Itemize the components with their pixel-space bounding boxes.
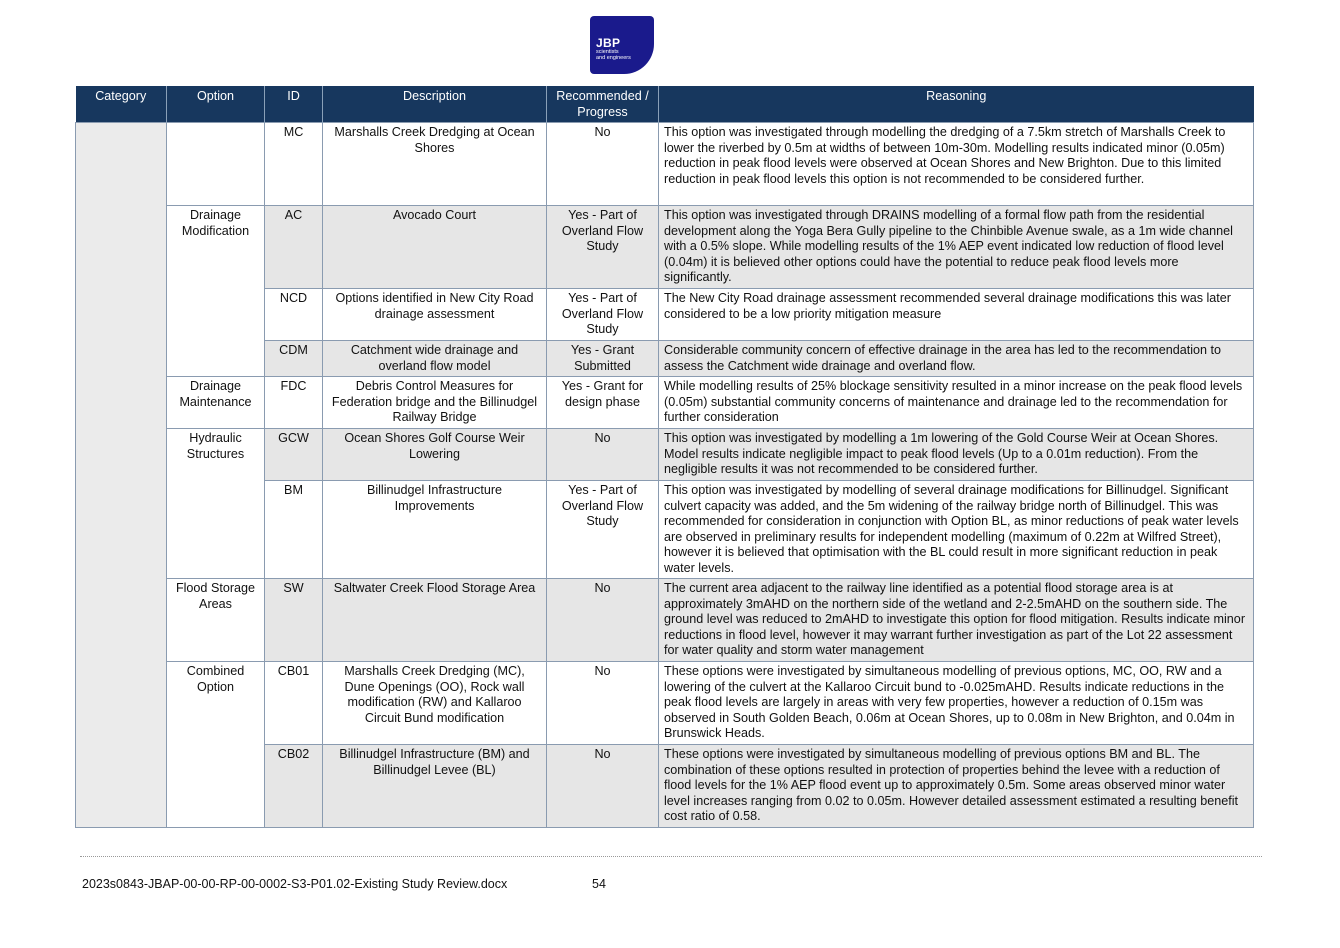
reasoning-cell: While modelling results of 25% blockage sensitivity resulted in a minor increase on the peak flood levels (0.05m) substantial community concerns of maintenance and drainage led to the recommendation for further consideration xyxy=(659,377,1254,429)
header-category: Category xyxy=(76,86,167,123)
id-cell: MC xyxy=(265,123,323,206)
reasoning-cell: These options were investigated by simultaneous modelling of previous options BM and BL. The combination of these options resulted in protection of properties behind the levee with a reduction of flood levels for the 1% AEP flood event up to approximately 0.5m. Some areas observed minor water level increases ranging from 0.02 to 0.05m. However detailed assessment estimated a resulting benefit cost ratio of 0.58. xyxy=(659,745,1254,828)
recommended-cell: No xyxy=(547,745,659,828)
header-description: Description xyxy=(323,86,547,123)
id-cell: AC xyxy=(265,206,323,289)
option-cell: Flood Storage Areas xyxy=(167,579,265,662)
logo-tagline-line-2: and engineers xyxy=(596,55,631,61)
reasoning-cell: The current area adjacent to the railway line identified as a potential flood storage area is at approximately 3mAHD on the northern side of the wetland and 2-2.5mAHD on the southern side. The ground level was reduced to 2mAHD to investigate this option for flood mitigation. Results indicate minor reductions in flood level, however it may warrant further investigation as part of the Lot 22 assessment for water quality and storm water management xyxy=(659,579,1254,662)
id-cell: CDM xyxy=(265,341,323,377)
id-cell: FDC xyxy=(265,377,323,429)
recommended-cell: Yes - Part of Overland Flow Study xyxy=(547,206,659,289)
table-row xyxy=(76,579,1254,662)
recommended-cell: Yes - Grant for design phase xyxy=(547,377,659,429)
description-cell: Marshalls Creek Dredging at Ocean Shores xyxy=(323,123,547,206)
reasoning-cell: This option was investigated through modelling the dredging of a 7.5km stretch of Marshalls Creek to lower the riverbed by 0.5m at widths of between 10m-30m. Modelling results indicated minor (0.05m) reduction in peak flood levels were observed at Ocean Shores and New Brighton. Due to this limited reduction in peak flood levels this option is not recommended to be considered further. xyxy=(659,123,1254,206)
footer-document-name: 2023s0843-JBAP-00-00-RP-00-0002-S3-P01.02-Existing Study Review.docx xyxy=(82,877,508,891)
reasoning-cell: This option was investigated by modelling of several drainage modifications for Billinudgel. Significant culvert capacity was added, and the 5m widening of the railway bridge north of Billinudgel. This was recommended for consideration in conjunction with Option BL, as minor reductions of peak water levels are observed in preliminary results for independent modelling (maximum of 0.22m at Wilfred Street), however it is believed that optimisation with the BL could result in more significant reduction in peak water levels. xyxy=(659,481,1254,579)
id-cell: CB01 xyxy=(265,662,323,745)
table-row xyxy=(76,123,1254,206)
recommended-cell: Yes - Grant Submitted xyxy=(547,341,659,377)
footer-divider xyxy=(80,856,1262,857)
description-cell: Catchment wide drainage and overland flow model xyxy=(323,341,547,377)
logo-tagline-line-1: scientists xyxy=(596,49,619,55)
footer-page-number: 54 xyxy=(592,877,606,891)
header-id: ID xyxy=(265,86,323,123)
option-cell: Hydraulic Structures xyxy=(167,429,265,579)
option-cell: Combined Option xyxy=(167,662,265,828)
table-row xyxy=(76,429,1254,481)
id-cell: CB02 xyxy=(265,745,323,828)
description-cell: Saltwater Creek Flood Storage Area xyxy=(323,579,547,662)
table-row xyxy=(76,377,1254,429)
id-cell: SW xyxy=(265,579,323,662)
logo-tagline xyxy=(596,49,631,61)
header-reasoning: Reasoning xyxy=(659,86,1254,123)
option-cell: Drainage Maintenance xyxy=(167,377,265,429)
table-header-row xyxy=(76,86,1254,123)
option-cell: Drainage Modification xyxy=(167,206,265,377)
description-cell: Marshalls Creek Dredging (MC), Dune Openings (OO), Rock wall modification (RW) and Kallaroo Circuit Bund modification xyxy=(323,662,547,745)
recommended-cell: Yes - Part of Overland Flow Study xyxy=(547,289,659,341)
recommended-cell: No xyxy=(547,579,659,662)
recommended-cell: No xyxy=(547,123,659,206)
header-option: Option xyxy=(167,86,265,123)
description-cell: Billinudgel Infrastructure Improvements xyxy=(323,481,547,579)
id-cell: BM xyxy=(265,481,323,579)
header-recommended: Recommended / Progress xyxy=(547,86,659,123)
recommended-cell: No xyxy=(547,429,659,481)
description-cell: Ocean Shores Golf Course Weir Lowering xyxy=(323,429,547,481)
description-cell: Avocado Court xyxy=(323,206,547,289)
description-cell: Options identified in New City Road drainage assessment xyxy=(323,289,547,341)
table-row xyxy=(76,206,1254,289)
reasoning-cell: Considerable community concern of effective drainage in the area has led to the recommendation to assess the Catchment wide drainage and overland flow. xyxy=(659,341,1254,377)
recommended-cell: No xyxy=(547,662,659,745)
category-cell xyxy=(76,123,167,828)
reasoning-cell: These options were investigated by simultaneous modelling of previous options, MC, OO, RW and a lowering of the culvert at the Kallaroo Circuit bund to -0.025mAHD. Results indicate reductions in the peak flood levels are largely in areas with very few properties, however a reduction of 0.15m was observed in South Golden Beach, 0.06m at Ocean Shores, up to 0.08m in New Brighton, and 0.04m in Brunswick Heads. xyxy=(659,662,1254,745)
id-cell: NCD xyxy=(265,289,323,341)
description-cell: Billinudgel Infrastructure (BM) and Billinudgel Levee (BL) xyxy=(323,745,547,828)
company-logo xyxy=(590,16,654,74)
description-cell: Debris Control Measures for Federation bridge and the Billinudgel Railway Bridge xyxy=(323,377,547,429)
recommended-cell: Yes - Part of Overland Flow Study xyxy=(547,481,659,579)
options-review-table xyxy=(75,86,1254,828)
logo-name: JBP xyxy=(596,36,621,50)
id-cell: GCW xyxy=(265,429,323,481)
reasoning-cell: This option was investigated by modelling a 1m lowering of the Gold Course Weir at Ocean Shores. Model results indicate negligible impact to peak flood levels (Up to a 0.01m reduction). From the negligible results it was not recommended to be considered further. xyxy=(659,429,1254,481)
table-row xyxy=(76,662,1254,745)
reasoning-cell: The New City Road drainage assessment recommended several drainage modifications this was later considered to be a low priority mitigation measure xyxy=(659,289,1254,341)
reasoning-cell: This option was investigated through DRAINS modelling of a formal flow path from the residential development along the Yoga Bera Gully pipeline to the Chinbible Avenue swale, as a 1m wide channel with a 0.5% slope. While modelling results of the 1% AEP event indicated low reduction of flood level (0.04m) it is believed other options could have the potential to reduce peak flood levels more significantly. xyxy=(659,206,1254,289)
option-cell-empty xyxy=(167,123,265,206)
